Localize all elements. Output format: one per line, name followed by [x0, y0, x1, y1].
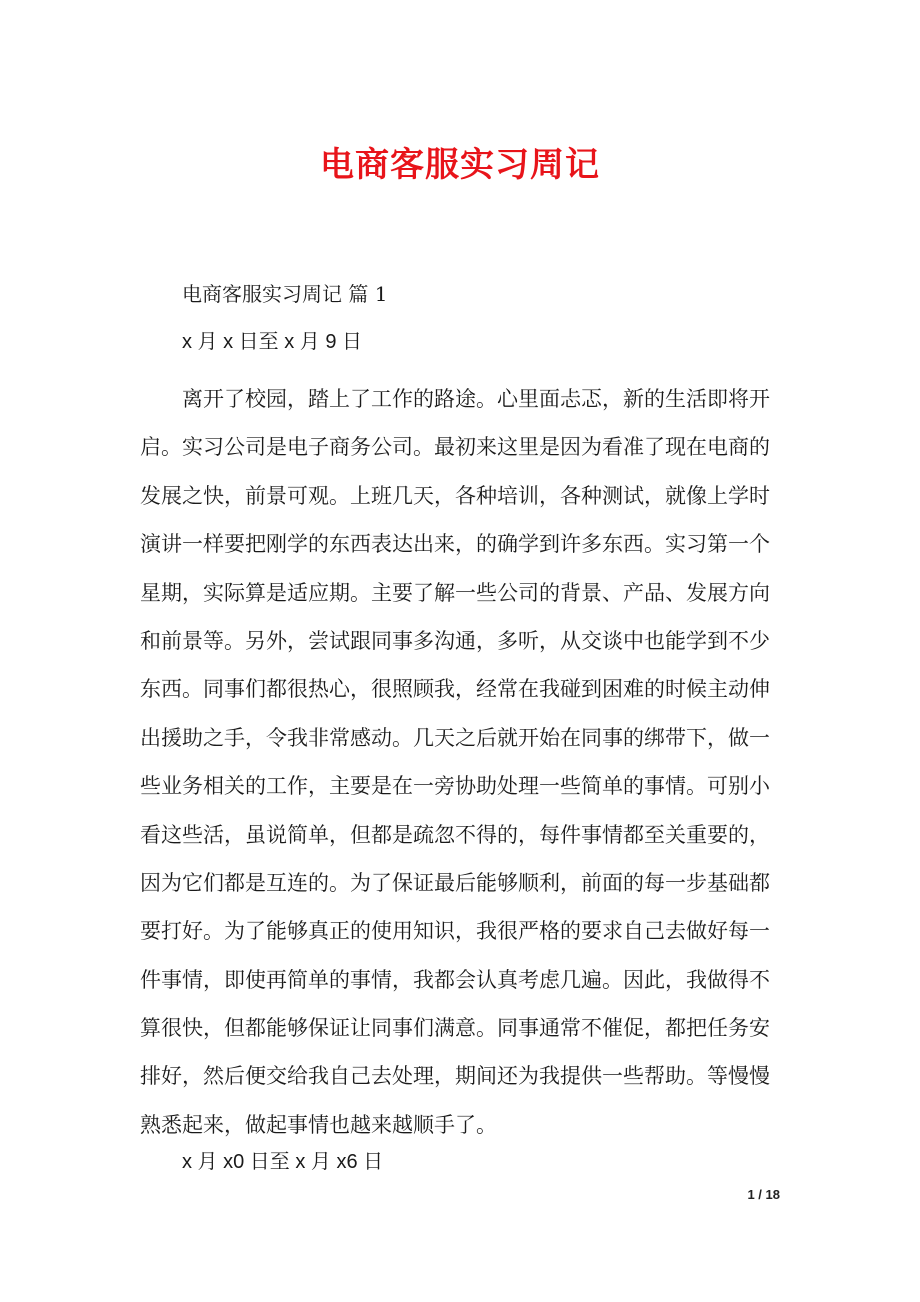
paragraph-line: 看这些活，虽说简单，但都是疏忽不得的，每件事情都至关重要的，	[140, 822, 770, 847]
paragraph-line: 件事情，即使再简单的事情，我都会认真考虑几遍。因此，我做得不	[140, 967, 770, 992]
document-title: 电商客服实习周记	[320, 145, 600, 185]
paragraph-line: 排好，然后便交给我自己去处理，期间还为我提供一些帮助。等慢慢	[140, 1064, 770, 1089]
page-number: 1 / 18	[747, 1187, 780, 1202]
paragraph-line: 发展之快，前景可观。上班几天，各种培训，各种测试，就像上学时	[140, 483, 770, 508]
paragraph-line: 星期，实际算是适应期。主要了解一些公司的背景、产品、发展方向	[140, 580, 770, 605]
paragraph-line: 要打好。为了能够真正的使用知识，我很严格的要求自己去做好每一	[140, 919, 770, 944]
paragraph-line: 和前景等。另外，尝试跟同事多沟通，多听，从交谈中也能学到不少	[140, 628, 770, 653]
paragraph-line: 因为它们都是互连的。为了保证最后能够顺利，前面的每一步基础都	[140, 870, 770, 895]
date-range-week-1: x 月 x 日至 x 月 9 日	[182, 331, 363, 353]
paragraph-line: 离开了校园，踏上了工作的路途。心里面忐忑，新的生活即将开	[182, 387, 770, 411]
body-paragraph	[140, 375, 785, 1149]
paragraph-line: 出援助之手，令我非常感动。几天之后就开始在同事的绑带下，做一	[140, 725, 770, 750]
paragraph-line: 演讲一样要把刚学的东西表达出来，的确学到许多东西。实习第一个	[140, 532, 770, 557]
date-range-week-2: x 月 x0 日至 x 月 x6 日	[182, 1151, 384, 1173]
paragraph-line: 东西。同事们都很热心，很照顾我，经常在我碰到困难的时候主动伸	[140, 677, 770, 702]
paragraph-line: 算很快，但都能够保证让同事们满意。同事通常不催促，都把任务安	[140, 1016, 770, 1041]
paragraph-line: 启。实习公司是电子商务公司。最初来这里是因为看准了现在电商的	[140, 435, 770, 460]
paragraph-line: 熟悉起来，做起事情也越来越顺手了。	[140, 1112, 497, 1137]
paragraph-line: 些业务相关的工作，主要是在一旁协助处理一些简单的事情。可别小	[140, 774, 770, 799]
section-heading: 电商客服实习周记 篇 1	[182, 282, 388, 306]
